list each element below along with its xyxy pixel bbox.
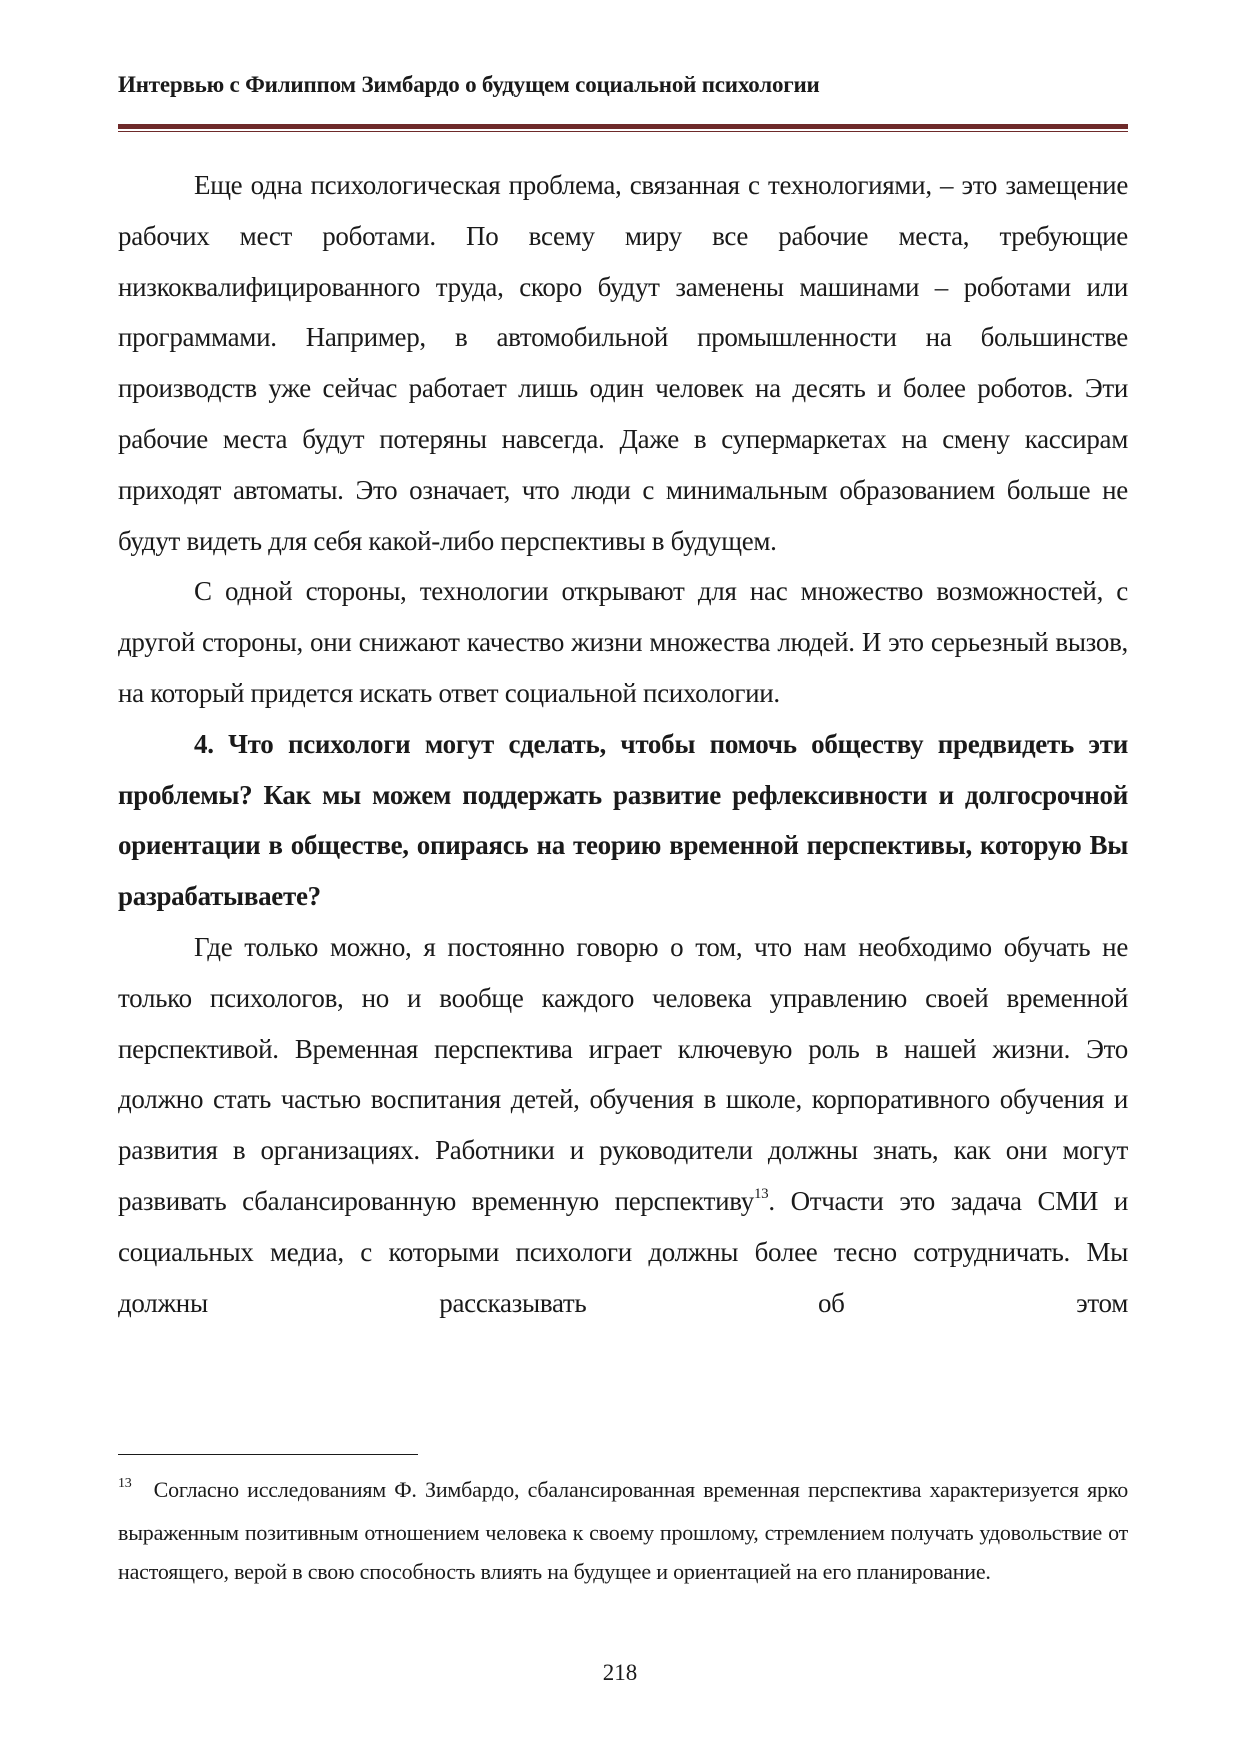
footnote-number: 13: [118, 1476, 132, 1491]
paragraph-technology-impact: С одной стороны, технологии открывают для нас множество возможностей, с другой стороны, они снижают качество жизни множества людей. И это серьезный вызов, на который придется искать ответ социальной психологии.: [118, 576, 1128, 708]
paragraph-text-part-1: Где только можно, я постоянно говорю о том, что нам необходимо обучать не только психологов, но и вообще каждого человека управлению своей временной перспективой. Временная перспектива играет ключевую роль в нашей жизни. Это должно стать частью воспитания детей, обучения в школе, корпоративного обучения и развития в организациях. Работники и руководители должны знать, как они могут развивать сбалансированную временную перспективу: [118, 931, 1128, 1216]
running-header: Интервью с Филиппом Зимбардо о будущем социальной психологии: [118, 72, 820, 97]
header-rule-thin: [118, 131, 1128, 132]
paragraph-time-perspective: [118, 922, 1128, 1328]
paragraph-text-part-2: . Отчасти это задача СМИ и социальных медиа, с которыми психологи должны более тесно сотрудничать. Мы должны рассказывать об этом: [118, 1185, 1128, 1318]
footnote-reference[interactable]: 13: [753, 1185, 769, 1202]
interview-question-4: 4. Что психологи могут сделать, чтобы помочь обществу предвидеть эти проблемы? Как мы можем поддержать развитие рефлексивности и долгосрочной ориентации в обществе, опираясь на теорию временной перспективы, которую Вы разрабатываете?: [118, 728, 1128, 912]
footnote-separator: [118, 1454, 418, 1455]
page-number: 218: [602, 1660, 638, 1685]
footnote: [118, 1470, 1128, 1591]
footnote-text: Согласно исследованиям Ф. Зимбардо, сбалансированная временная перспектива характеризуется ярко выраженным позитивным отношением человека к своему прошлому, стремлением получать удовольствие от настоящего, верой в свою способность влиять на будущее и ориентацией на его планирование.: [118, 1477, 1128, 1584]
paragraph-robots: Еще одна психологическая проблема, связанная с технологиями, – это замещение рабочих мест роботами. По всему миру все рабочие места, требующие низкоквалифицированного труда, скоро будут заменены машинами – роботами или программами. Например, в автомобильной промышленности на большинстве производств уже сейчас работает лишь один человек на десять и более роботов. Эти рабочие места будут потеряны навсегда. Даже в супермаркетах на смену кассирам приходят автоматы. Это означает, что люди с минимальным образованием больше не будут видеть для себя какой-либо перспективы в будущем.: [118, 170, 1128, 556]
header-rule-thick: [118, 124, 1128, 129]
main-text: [118, 160, 1128, 1328]
